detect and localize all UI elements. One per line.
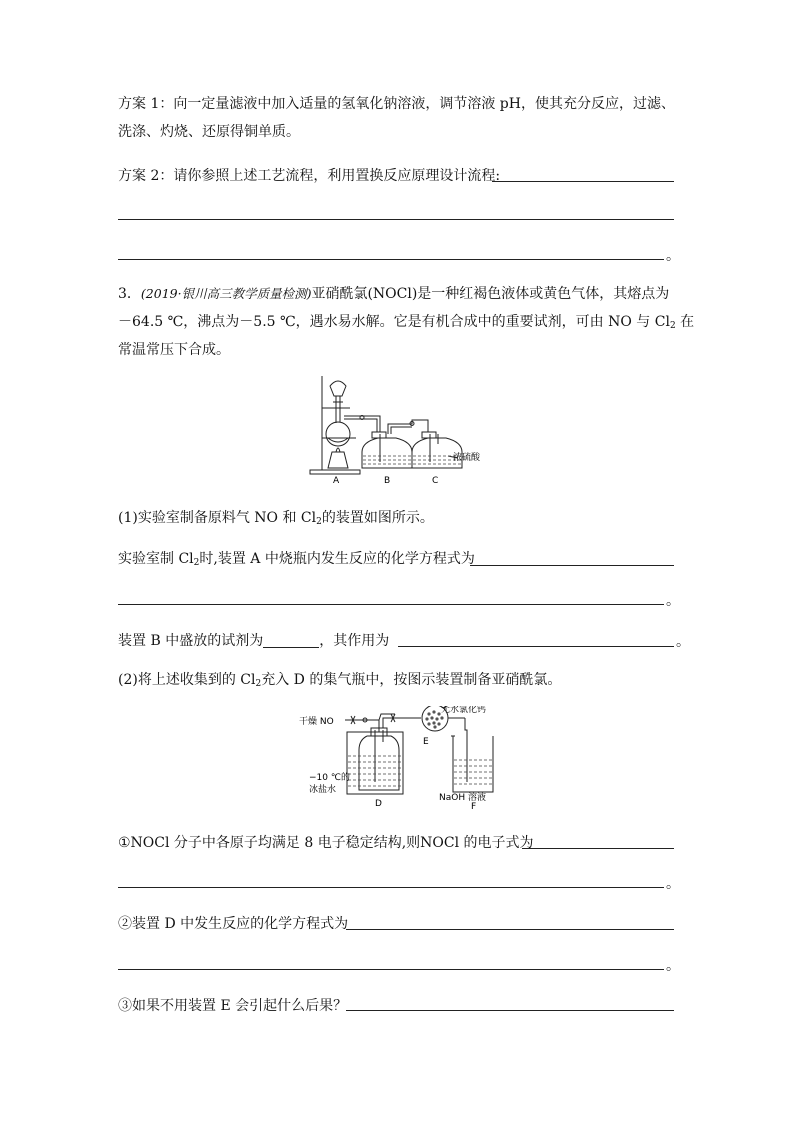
answer-blank[interactable] (346, 1010, 674, 1011)
q3-intro-line3: 常温常压下合成。 (118, 342, 230, 358)
sub-question-3: ③如果不用装置 E 会引起什么后果？ (118, 998, 348, 1014)
label-a: A (333, 476, 340, 486)
answer-blank[interactable] (522, 848, 674, 849)
answer-blank[interactable] (470, 565, 674, 566)
q3-source: (2019·银川高三教学质量检测) (140, 286, 312, 301)
part1-question: 实验室制 $Cl_2$时,装置 A 中烧瓶内发生反应的化学方程式为 (118, 551, 475, 568)
label-d: D (375, 799, 382, 809)
q3-intro-line1 (118, 284, 669, 304)
apparatus-figure-abc (300, 372, 500, 488)
label-c: C (432, 476, 439, 486)
acid-label: 浓硫酸 (453, 453, 481, 463)
plan1-line2: 洗涤、灼烧、还原得铜单质。 (118, 124, 300, 140)
answer-blank[interactable] (118, 219, 674, 220)
answer-blank[interactable] (398, 646, 674, 647)
plan1-line1: 方案 1：向一定量滤液中加入适量的氢氧化钠溶液，调节溶液 pH，使其充分反应，过滤、 (118, 96, 675, 112)
label-f: F (471, 802, 477, 810)
end-mark: 。 (666, 876, 680, 892)
q3-intro-line2: －64.5 ℃，沸点为－5.5 ℃，遇水易水解。它是有机合成中的重要试剂，可由 NO 与 $Cl_2$ 在 (118, 314, 695, 331)
answer-blank[interactable] (118, 969, 664, 970)
end-mark: 。 (676, 634, 690, 650)
end-mark: 。 (666, 593, 680, 609)
label-naoh: NaOH 溶液 (439, 793, 486, 803)
answer-blank[interactable] (263, 633, 319, 648)
apparatus-figure-def (295, 706, 515, 810)
label-cacl2: 无水氯化钙 (441, 706, 487, 715)
answer-blank[interactable] (118, 887, 664, 888)
part1-title: (1)实验室制备原料气 NO 和 $Cl_2$的装置如图所示。 (118, 510, 434, 527)
q3-intro-text: 亚硝酰氯(NOCl)是一种红褐色液体或黄色气体，其熔点为 (311, 286, 670, 302)
answer-blank[interactable] (492, 181, 674, 182)
end-mark: 。 (666, 248, 680, 264)
label-ice-line1: −10 ℃的 (309, 773, 350, 783)
part2-title: (2)将上述收集到的 $Cl_2$充入 D 的集气瓶中，按图示装置制备亚硝酰氯。 (118, 672, 562, 689)
plan2-prompt: 方案 2：请你参照上述工艺流程，利用置换反应原理设计流程: (118, 168, 501, 184)
label-b: B (384, 476, 391, 486)
part1-question2: 装置 B 中盛放的试剂为 ，其作用为 (118, 633, 390, 649)
label-ice-line2: 冰盐水 (309, 785, 337, 795)
label-e: E (423, 737, 429, 747)
answer-blank[interactable] (346, 929, 674, 930)
answer-blank[interactable] (118, 604, 664, 605)
end-mark: 。 (666, 958, 680, 974)
answer-blank[interactable] (118, 259, 664, 260)
label-dry-no: 干燥 NO (299, 717, 334, 727)
sub-question-1: ①NOCl 分子中各原子均满足 8 电子稳定结构,则NOCl 的电子式为 (118, 835, 534, 851)
sub-question-2: ②装置 D 中发生反应的化学方程式为 (118, 916, 349, 932)
q3-number: 3． (118, 286, 141, 302)
